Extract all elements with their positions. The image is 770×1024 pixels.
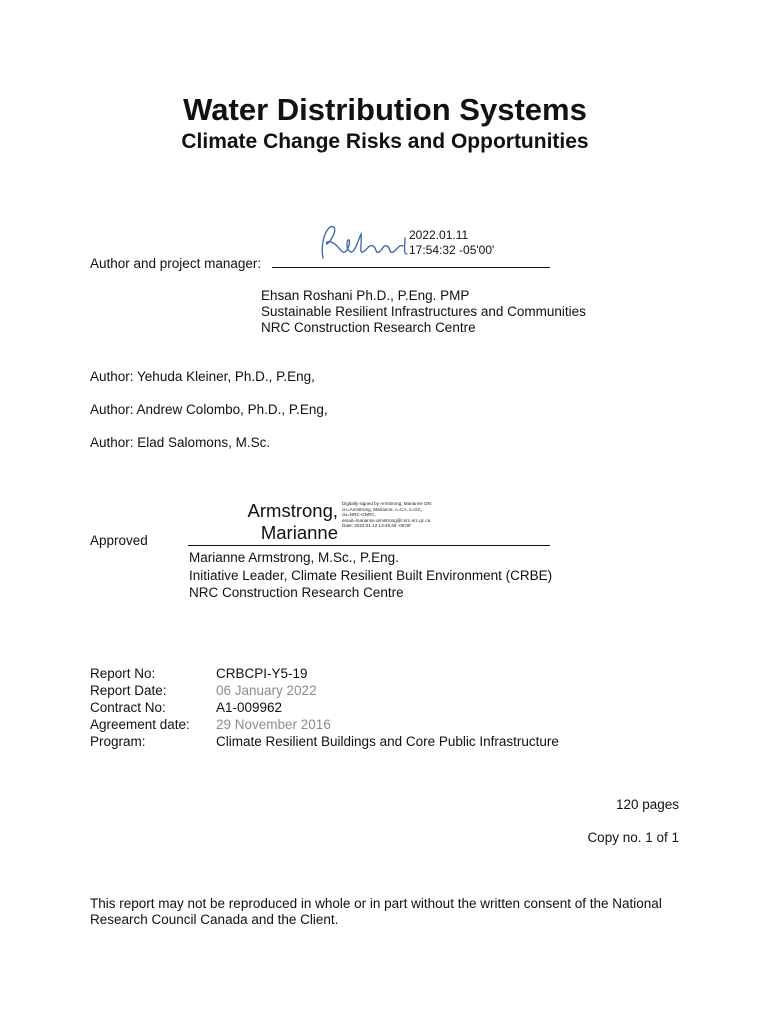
info-label: Agreement date: [90,717,190,732]
manager-name: Ehsan Roshani Ph.D., P.Eng. PMP [261,288,470,303]
signature-date [409,228,494,258]
info-value: Climate Resilient Buildings and Core Public Infrastructure [216,734,559,749]
signature-time-line: 17:54:32 -05'00' [409,243,495,257]
info-label: Program: [90,734,146,749]
approver-role: Initiative Leader, Climate Resilient Built Environment (CRBE) [189,568,553,583]
manager-org: NRC Construction Research Centre [261,320,476,335]
disclaimer-line: This report may not be reproduced in whole or in part without the written consent of the National [90,896,662,911]
digital-signature-name [238,500,338,544]
author-line: Author: Andrew Colombo, Ph.D., P.Eng, [90,402,328,417]
info-label: Report Date: [90,683,167,698]
author-line: Author: Yehuda Kleiner, Ph.D., P.Eng, [90,369,315,384]
report-subtitle: Climate Change Risks and Opportunities [181,130,589,153]
approver-org: NRC Construction Research Centre [189,585,404,600]
disclaimer-line: Research Council Canada and the Client. [90,912,339,927]
info-label: Report No: [90,666,156,681]
manager-unit: Sustainable Resilient Infrastructures and Communities [261,304,586,319]
digital-signature-details: Digitally signed by Armstrong, Marianne DN: cn=Armstrong, Marianne, c=CA, o=GC, ou=NRC-CNRC, email=marianne.armstrong@cnrc-nrc.gc.ca Date: 2022.01.12 13:45:46 -05'00' [342,501,433,529]
info-value: 06 January 2022 [216,683,317,698]
page-count: 120 pages [615,797,679,812]
copy-number: Copy no. 1 of 1 [587,830,679,845]
approved-label: Approved [90,533,148,548]
signer-surname: Armstrong, [247,500,338,521]
handwritten-signature-roshani [313,220,413,266]
signature-line-manager [272,267,550,268]
approver-name: Marianne Armstrong, M.Sc., P.Eng. [189,550,399,565]
info-value: A1-009962 [216,700,283,715]
author-line: Author: Elad Salomons, M.Sc. [90,435,271,450]
signature-line-approver [188,545,550,546]
info-value: 29 November 2016 [216,717,331,732]
signer-given-name: Marianne [260,522,338,543]
signature-date-line: 2022.01.11 [409,228,469,242]
info-label: Contract No: [90,700,166,715]
manager-label: Author and project manager: [90,256,262,271]
info-value: CRBCPI-Y5-19 [216,666,308,681]
report-title: Water Distribution Systems [183,92,587,127]
